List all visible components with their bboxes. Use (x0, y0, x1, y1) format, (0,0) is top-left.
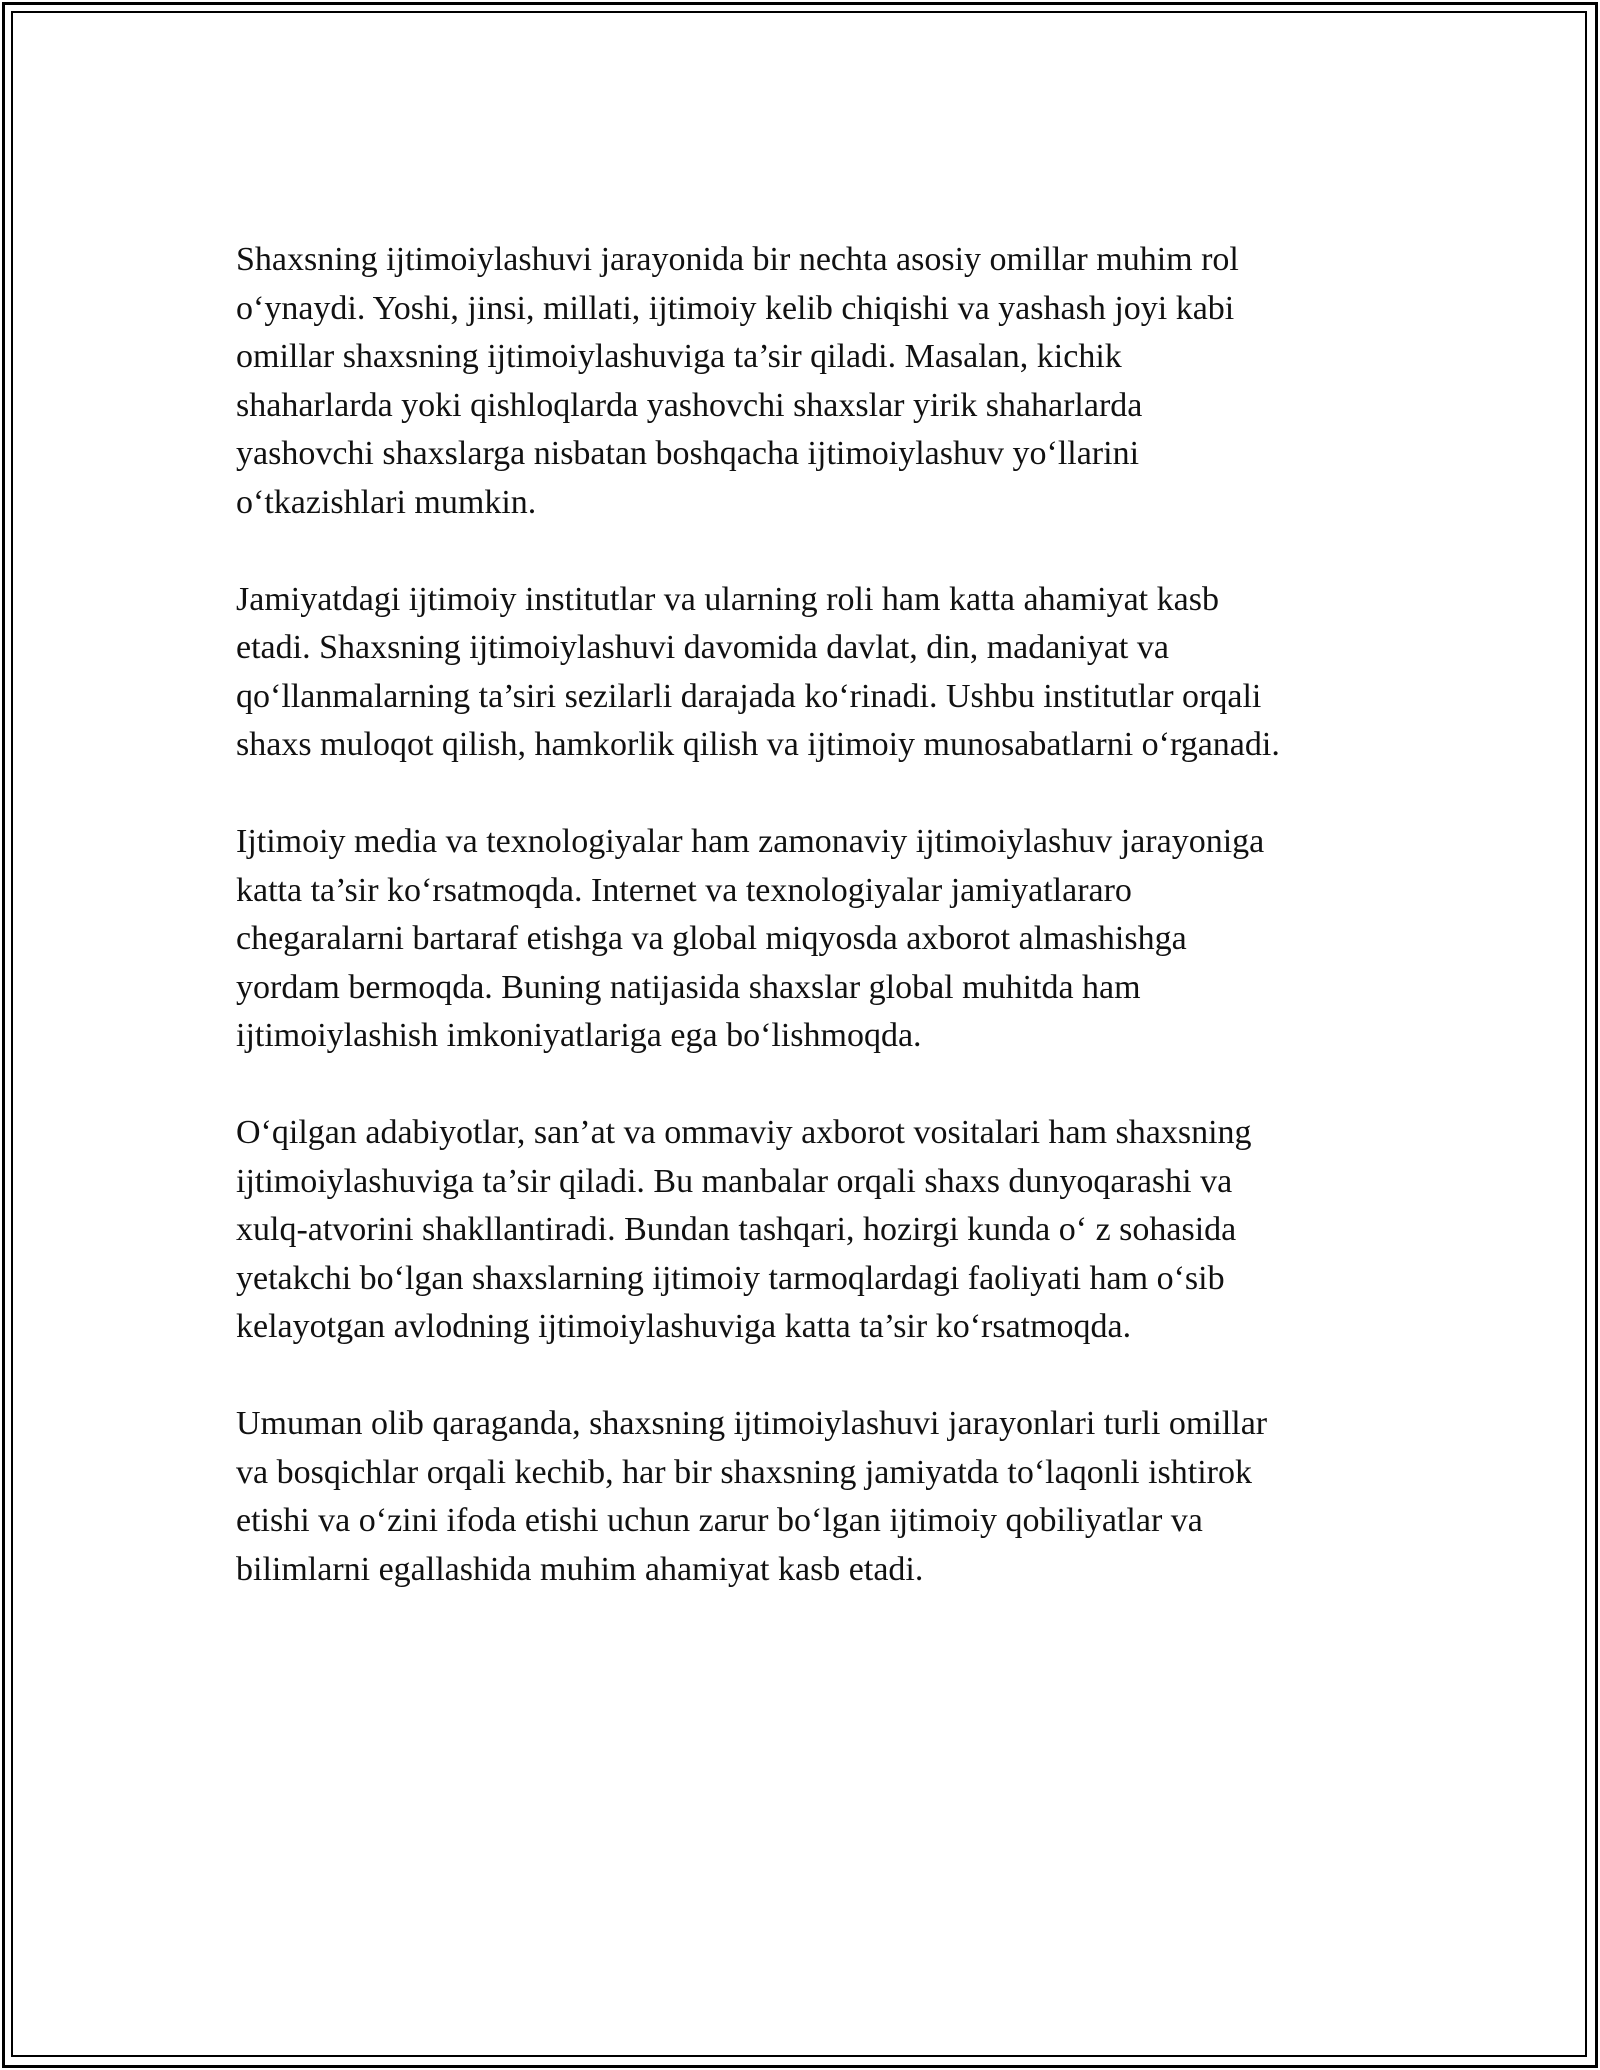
text-line: shaharlarda yoki qishloqlarda yashovchi shaxslar yirik shaharlarda (236, 386, 1143, 424)
text-line: o‘ynaydi. Yoshi, jinsi, millati, ijtimoiy kelib chiqishi va yashash joyi kabi (236, 289, 1235, 327)
paragraph-5 (236, 1400, 1386, 1594)
text-line: Ijtimoiy media va texnologiyalar ham zamonaviy ijtimoiylashuv jarayoniga (236, 823, 1265, 860)
text-line: shaxs muloqot qilish, hamkorlik qilish va ijtimoiy munosabatlarni o‘rganadi. (236, 726, 1280, 763)
text-line: chegaralarni bartaraf etishga va global miqyosda axborot almashishga (236, 920, 1187, 957)
text-line: omillar shaxsning ijtimoiylashuviga ta’sir qiladi. Masalan, kichik (236, 338, 1122, 375)
text-line: o‘tkazishlari mumkin. (236, 483, 537, 521)
text-line: Umuman olib qaraganda, shaxsning ijtimoiylashuvi jarayonlari turli omillar (236, 1405, 1268, 1442)
paragraph-4 (236, 1109, 1386, 1352)
text-line: katta ta’sir ko‘rsatmoqda. Internet va texnologiyalar jamiyatlararo (236, 871, 1132, 909)
text-line: kelayotgan avlodning ijtimoiylashuviga katta ta’sir ko‘rsatmoqda. (236, 1308, 1132, 1345)
text-line: etishi va o‘zini ifoda etishi uchun zarur bo‘lgan ijtimoiy qobiliyatlar va (236, 1502, 1203, 1539)
text-line: qo‘llanmalarning ta’siri sezilarli darajada ko‘rinadi. Ushbu institutlar orqali (236, 677, 1262, 715)
text-line: etadi. Shaxsning ijtimoiylashuvi davomida davlat, din, madaniyat va (236, 629, 1169, 666)
document-body (236, 236, 1386, 1643)
text-line: yordam bermoqda. Buning natijasida shaxslar global muhitda ham (236, 968, 1141, 1006)
paragraph-3 (236, 818, 1386, 1061)
text-line: yetakchi bo‘lgan shaxslarning ijtimoiy tarmoqlardagi faoliyati ham o‘sib (236, 1259, 1225, 1297)
paragraph-2 (236, 576, 1386, 770)
text-line: bilimlarni egallashida muhim ahamiyat kasb etadi. (236, 1550, 924, 1588)
text-line: va bosqichlar orqali kechib, har bir shaxsning jamiyatda to‘laqonli ishtirok (236, 1453, 1252, 1491)
text-line: yashovchi shaxslarga nisbatan boshqacha ijtimoiylashuv yo‘llarini (236, 435, 1140, 472)
text-line: Jamiyatdagi ijtimoiy institutlar va ularning roli ham katta ahamiyat kasb (236, 580, 1219, 618)
paragraph-1 (236, 236, 1386, 527)
text-line: O‘qilgan adabiyotlar, san’at va ommaviy axborot vositalari ham shaxsning (236, 1114, 1252, 1151)
text-line: ijtimoiylashuviga ta’sir qiladi. Bu manbalar orqali shaxs dunyoqarashi va (236, 1162, 1233, 1200)
text-line: Shaxsning ijtimoiylashuvi jarayonida bir nechta asosiy omillar muhim rol (236, 241, 1239, 278)
text-line: xulq-atvorini shakllantiradi. Bundan tashqari, hozirgi kunda o‘ z sohasida (236, 1211, 1237, 1248)
text-line: ijtimoiylashish imkoniyatlariga ega bo‘lishmoqda. (236, 1017, 922, 1054)
